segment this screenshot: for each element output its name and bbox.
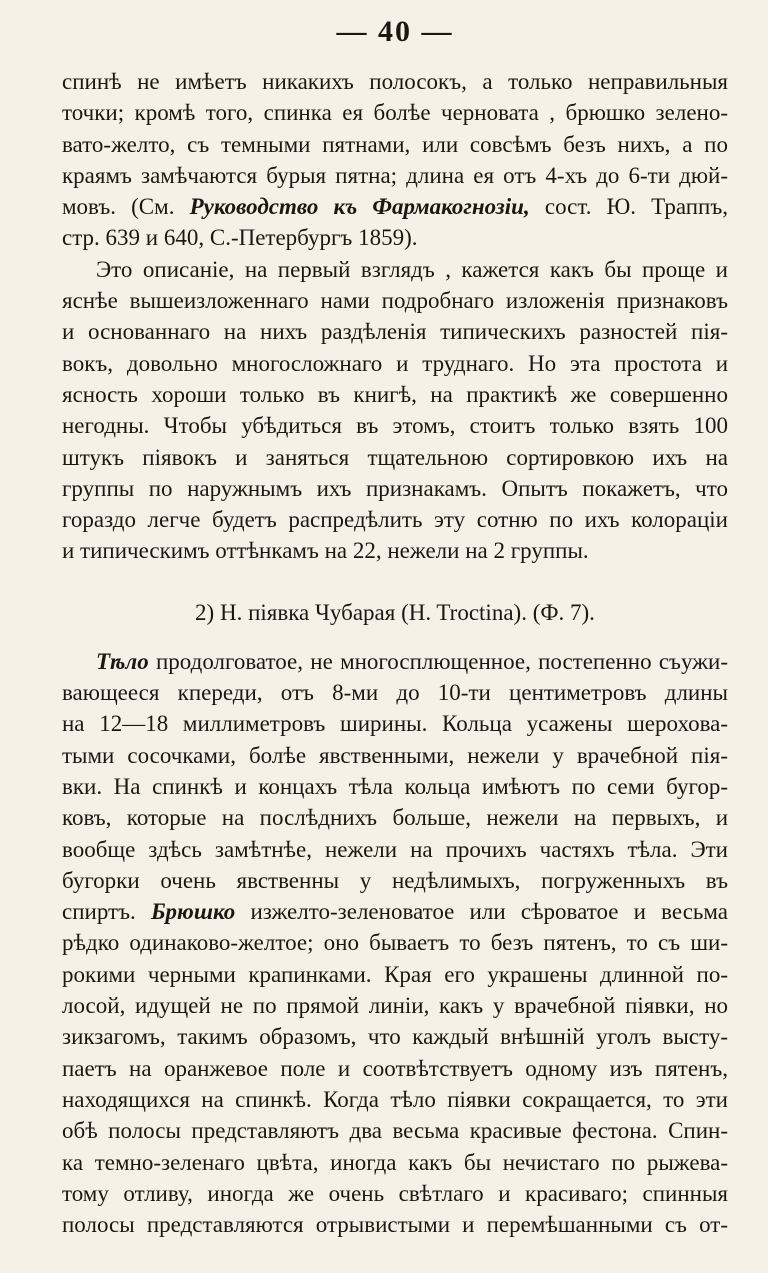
text-line	[62, 896, 728, 927]
paragraph-3	[62, 646, 728, 1241]
text-line: бугорки очень явственны у недѣлимыхъ, погруженныхъ въ	[62, 867, 728, 893]
text-fragment: продолговатое, не многосплющенное, постепенно съужи-	[148, 648, 728, 674]
text-line: находящихся на спинкѣ. Когда тѣло піявки сокращается, то эти	[62, 1086, 728, 1112]
text-line: полосы представляются отрывистыми и перемѣшанными съ от-	[62, 1212, 728, 1238]
text-line: вки. На спинкѣ и концахъ тѣла кольца имѣютъ по семи бугор-	[62, 773, 728, 799]
text-fragment: изжелто-зеленоватое или сѣроватое и весьма	[235, 899, 728, 925]
text-line: тыми сосочками, болѣе явственными, нежели у врачебной пія-	[62, 742, 728, 768]
text-line: гораздо легче будетъ распредѣлить эту сотню по ихъ колораціи	[62, 507, 728, 533]
text-line: и типическимъ оттѣнкамъ на 22, нежели на 2 группы.	[62, 538, 589, 564]
text-line: рокими черными крапинками. Края его украшены длинной по-	[62, 961, 728, 987]
text-line: тому отливу, иногда же очень свѣтлаго и красиваго; спинныя	[62, 1180, 728, 1206]
paragraph-2	[62, 254, 728, 567]
text-line: ковъ, которые на послѣднихъ больше, нежели на первыхъ, и	[62, 805, 728, 831]
text-line: зикзагомъ, такимъ образомъ, что каждый внѣшній уголъ высту-	[62, 1024, 728, 1050]
text-fragment: Это описаніе, на первый взглядъ , кажется какъ бы проще и	[96, 256, 728, 282]
text-line: обѣ полосы представляютъ два весьма красивые фестона. Спин-	[62, 1118, 728, 1144]
term-body: Тѣло	[96, 648, 149, 674]
text-line	[62, 254, 728, 285]
page-number: — 40 —	[336, 15, 454, 48]
text-line: краямъ замѣчаются бурыя пятна; длина ея отъ 4-хъ до 6-ти дюй-	[62, 162, 728, 188]
text-line: лосой, идущей не по прямой линіи, какъ у врачебной піявки, но	[62, 993, 728, 1019]
text-line: стр. 639 и 640, С.-Петербургъ 1859).	[62, 225, 418, 251]
text-line: яснѣе вышеизложеннаго нами подробнаго изложенія признаковъ	[62, 288, 728, 314]
text-fragment: мовъ. (См.	[62, 194, 190, 220]
text-line	[62, 646, 728, 677]
text-fragment: спиртъ.	[62, 899, 151, 925]
text-line	[62, 191, 728, 222]
text-fragment: сост. Ю. Траппъ,	[529, 194, 728, 220]
paragraph-1	[62, 66, 728, 254]
text-line: ясность хороши только въ книгѣ, на практикѣ же совершенно	[62, 381, 728, 407]
text-line: точки; кромѣ того, спинка ея болѣе черновата , брюшко зелено-	[62, 100, 728, 126]
text-line: спинѣ не имѣетъ никакихъ полосокъ, а только неправильныя	[62, 69, 728, 94]
text-line: вато-желто, съ темными пятнами, или совсѣмъ безъ нихъ, а по	[62, 131, 728, 157]
text-line: на 12—18 миллиметровъ ширины. Кольца усажены шерохова-	[62, 711, 728, 737]
section-heading: 2) H. піявка Чубарая (H. Troctina). (Ф. 7).	[195, 599, 595, 625]
text-line: паетъ на оранжевое поле и соотвѣтствуетъ одному изъ пятенъ,	[62, 1055, 728, 1081]
text-line: и основаннаго на нихъ раздѣленія типическихъ разностей пія-	[62, 319, 728, 345]
book-reference: Руководство къ Фармакогнозіи,	[189, 194, 530, 220]
text-line: вокъ, довольно многосложнаго и труднаго. Но эта простота и	[62, 350, 728, 376]
text-line: ка темно-зеленаго цвѣта, иногда какъ бы нечистаго по рыжева-	[62, 1149, 728, 1175]
text-line: вающееся кпереди, отъ 8-ми до 10-ти центиметровъ длины	[62, 680, 728, 706]
term-belly: Брюшко	[150, 899, 236, 925]
text-line: штукъ піявокъ и заняться тщательною сортировкою ихъ на	[62, 444, 728, 470]
text-line: негодны. Чтобы убѣдиться въ этомъ, стоитъ только взять 100	[62, 413, 728, 439]
text-line: группы по наружнымъ ихъ признакамъ. Опытъ покажетъ, что	[62, 475, 728, 501]
text-line: вообще здѣсь замѣтнѣе, нежели на прочихъ частяхъ тѣла. Эти	[62, 836, 728, 862]
text-line: рѣдко одинаково-желтое; оно бываетъ то безъ пятенъ, то съ ши-	[62, 930, 728, 956]
